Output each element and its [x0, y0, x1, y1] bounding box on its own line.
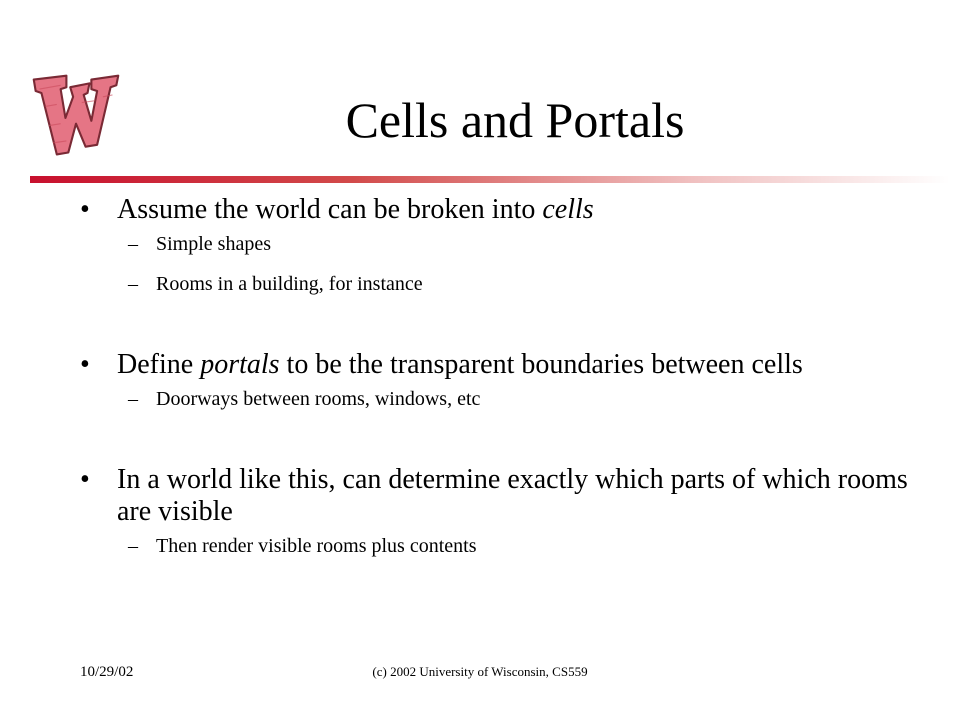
bullet-marker: • — [80, 464, 90, 495]
sub-bullet-item — [80, 232, 910, 256]
bullet-item — [80, 464, 910, 528]
bullet-emphasis: portals — [200, 349, 280, 380]
footer-copyright: (c) 2002 University of Wisconsin, CS559 — [372, 664, 588, 679]
slide-body — [80, 194, 910, 558]
bullet-marker: • — [80, 194, 90, 225]
sub-bullet-marker: – — [128, 535, 138, 557]
sub-bullet-text: Doorways between rooms, windows, etc — [156, 388, 481, 410]
bullet-text: to be the transparent boundaries between cells — [279, 349, 803, 380]
sub-bullet-marker: – — [128, 273, 138, 295]
sub-bullet-text: Simple shapes — [156, 233, 271, 255]
bullet-text: Assume the world can be broken into — [117, 194, 543, 225]
footer-date: 10/29/02 — [80, 664, 134, 680]
sub-bullet-item — [80, 534, 910, 558]
sub-bullet-text: Rooms in a building, for instance — [156, 273, 423, 295]
sub-bullet-marker: – — [128, 388, 138, 410]
sub-bullet-marker: – — [128, 233, 138, 255]
slide-title: Cells and Portals — [345, 92, 685, 148]
bullet-emphasis: cells — [542, 194, 594, 225]
sub-bullet-item — [80, 272, 910, 296]
bullet-text: Define — [117, 349, 201, 380]
bullet-item — [80, 349, 910, 381]
sub-bullet-text: Then render visible rooms plus contents — [156, 535, 477, 557]
sub-bullet-item — [80, 387, 910, 411]
bullet-marker: • — [80, 349, 90, 380]
bullet-item — [80, 194, 910, 226]
title-divider — [30, 176, 950, 183]
bullet-text: In a world like this, can determine exactly which parts of which rooms are visible — [117, 464, 908, 527]
wisconsin-w-logo-icon — [28, 68, 124, 164]
